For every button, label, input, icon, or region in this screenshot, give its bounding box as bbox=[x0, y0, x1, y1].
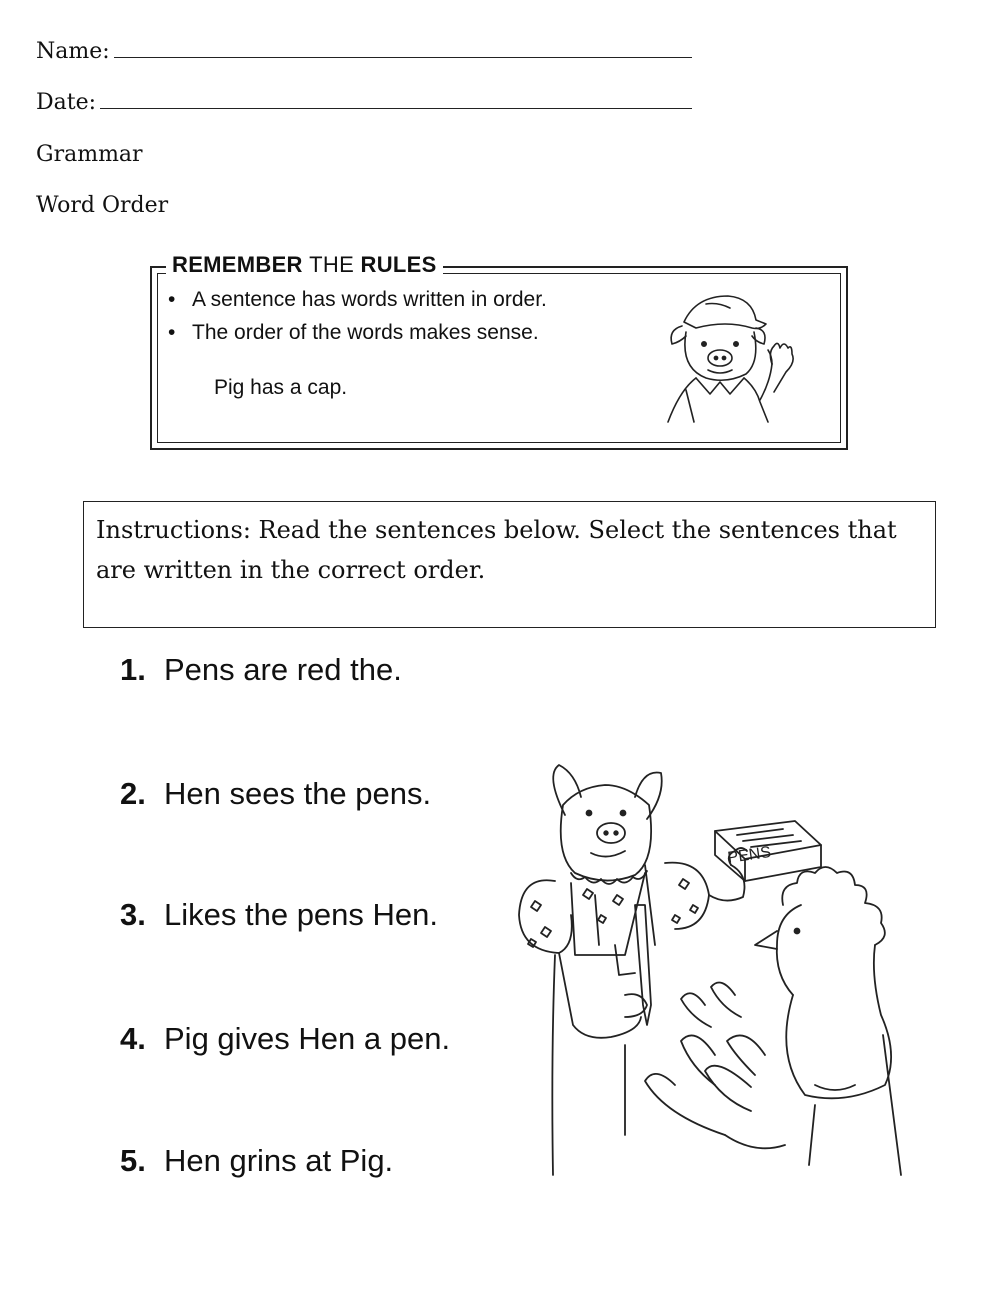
name-line[interactable] bbox=[114, 39, 692, 58]
rule-item bbox=[168, 321, 539, 345]
sentence-number: 4. bbox=[120, 1021, 146, 1056]
sentence-option-3[interactable] bbox=[120, 897, 438, 933]
date-label: Date: bbox=[36, 90, 97, 115]
sentence-option-1[interactable] bbox=[120, 652, 402, 688]
sentence-text: Likes the pens Hen. bbox=[164, 897, 439, 932]
topic-label: Word Order bbox=[36, 193, 169, 218]
rules-title-rules: RULES bbox=[360, 252, 437, 277]
rules-title bbox=[166, 252, 443, 278]
sentence-option-2[interactable] bbox=[120, 776, 431, 812]
rule-text: A sentence has words written in order. bbox=[192, 288, 547, 311]
rules-box bbox=[150, 252, 848, 450]
pens-box-label: PENS bbox=[726, 843, 773, 867]
bullet-icon: • bbox=[168, 321, 176, 344]
rule-item bbox=[168, 288, 547, 312]
date-line[interactable] bbox=[100, 90, 692, 109]
sentence-text: Hen sees the pens. bbox=[164, 776, 432, 811]
sentence-number: 3. bbox=[120, 897, 146, 932]
sentence-number: 1. bbox=[120, 652, 146, 687]
bullet-icon: • bbox=[168, 288, 176, 311]
pig-giving-hen-pens-icon bbox=[515, 755, 905, 1195]
instructions-text: Instructions: Read the sentences below. Select the sentences that are written in the correct order. bbox=[96, 516, 897, 584]
name-field bbox=[36, 38, 692, 66]
sentence-option-5[interactable] bbox=[120, 1143, 393, 1179]
subject-label: Grammar bbox=[36, 142, 143, 167]
sentence-text: Hen grins at Pig. bbox=[164, 1143, 394, 1178]
instructions-box bbox=[83, 501, 936, 628]
date-field bbox=[36, 89, 692, 117]
name-label: Name: bbox=[36, 39, 110, 64]
rule-text: The order of the words makes sense. bbox=[192, 321, 539, 344]
sentence-number: 2. bbox=[120, 776, 146, 811]
sentence-option-4[interactable] bbox=[120, 1021, 450, 1057]
rule-example: Pig has a cap. bbox=[214, 376, 348, 399]
sentence-text: Pig gives Hen a pen. bbox=[164, 1021, 451, 1056]
sentence-text: Pens are red the. bbox=[164, 652, 402, 687]
sentence-number: 5. bbox=[120, 1143, 146, 1178]
rules-title-remember: REMEMBER bbox=[172, 252, 303, 277]
pig-with-cap-waving-icon bbox=[656, 282, 806, 432]
rules-title-the: THE bbox=[309, 252, 355, 277]
